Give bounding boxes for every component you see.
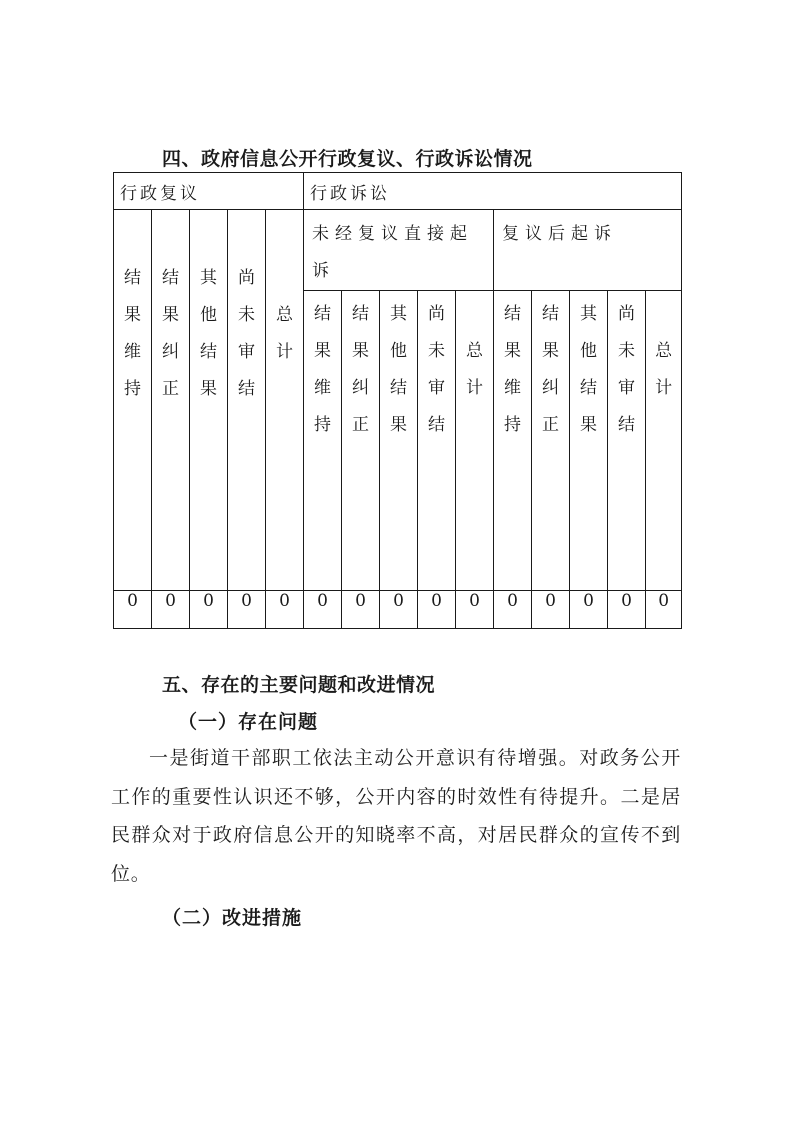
section-5-heading: 五、存在的主要问题和改进情况 (162, 674, 436, 696)
group-header-review: 行政复议 (114, 173, 304, 210)
subsection-problems-heading: （一）存在问题 (178, 711, 319, 733)
value-review-sustained: 0 (114, 591, 152, 629)
col-header-direct-total: 总计 (456, 291, 494, 591)
value-review-corrected: 0 (152, 591, 190, 629)
col-header-review-pending: 尚未审结 (228, 210, 266, 591)
value-review-total: 0 (266, 591, 304, 629)
col-header-review-corrected: 结果纠正 (152, 210, 190, 591)
col-header-after-other: 其他结果 (570, 291, 608, 591)
value-direct-other: 0 (380, 591, 418, 629)
col-header-after-corrected: 结果纠正 (532, 291, 570, 591)
col-header-direct-pending: 尚未审结 (418, 291, 456, 591)
col-header-direct-other: 其他结果 (380, 291, 418, 591)
col-header-after-pending: 尚未审结 (608, 291, 646, 591)
value-after-sustained: 0 (494, 591, 532, 629)
value-direct-pending: 0 (418, 591, 456, 629)
value-review-other: 0 (190, 591, 228, 629)
value-review-pending: 0 (228, 591, 266, 629)
sub-header-after-review: 复议后起诉 (494, 210, 682, 291)
col-header-direct-sustained: 结果维持 (304, 291, 342, 591)
value-after-other: 0 (570, 591, 608, 629)
table-row-values (114, 591, 682, 629)
sub-header-direct-litigation: 未经复议直接起诉 (304, 210, 494, 291)
col-header-review-other: 其他结果 (190, 210, 228, 591)
subsection-measures-heading: （二）改进措施 (162, 907, 303, 929)
review-litigation-table (113, 172, 682, 629)
value-direct-total: 0 (456, 591, 494, 629)
group-header-litigation: 行政诉讼 (304, 173, 682, 210)
col-header-after-sustained: 结果维持 (494, 291, 532, 591)
value-direct-corrected: 0 (342, 591, 380, 629)
col-header-review-sustained: 结果维持 (114, 210, 152, 591)
section-4-heading: 四、政府信息公开行政复议、行政诉讼情况 (162, 148, 533, 170)
value-after-pending: 0 (608, 591, 646, 629)
col-header-after-total: 总计 (646, 291, 682, 591)
value-after-total: 0 (646, 591, 682, 629)
col-header-review-total: 总计 (266, 210, 304, 591)
value-after-corrected: 0 (532, 591, 570, 629)
col-header-direct-corrected: 结果纠正 (342, 291, 380, 591)
problems-paragraph: 一是街道干部职工依法主动公开意识有待增强。对政务公开工作的重要性认识还不够，公开内容的时效性有待提升。二是居民群众对于政府信息公开的知晓率不高，对居民群众的宣传不到位。 (111, 747, 681, 885)
value-direct-sustained: 0 (304, 591, 342, 629)
